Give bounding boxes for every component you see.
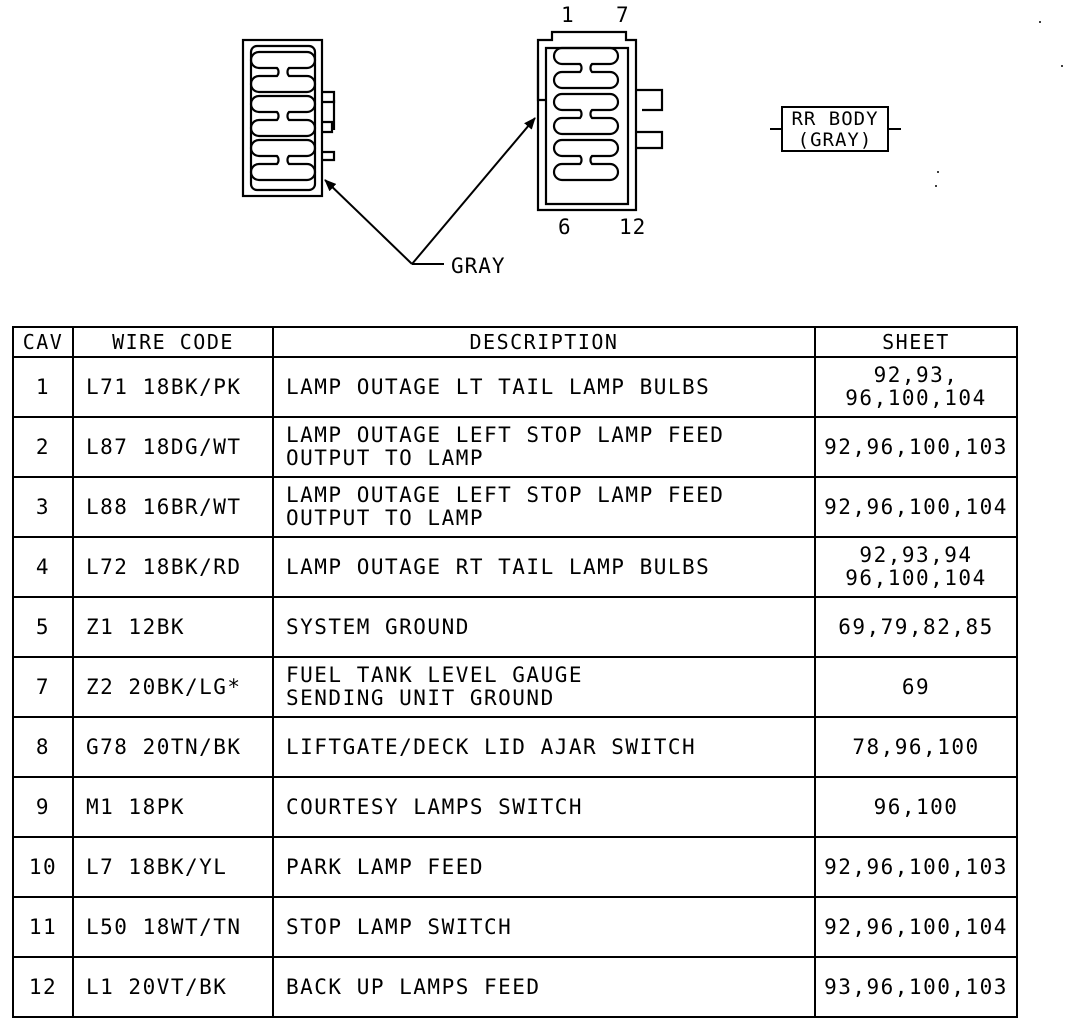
table-row	[13, 897, 1017, 957]
pin-label-1: 1	[561, 3, 575, 27]
sheet-cell: 78,96,100	[815, 717, 1017, 777]
description-cell: PARK LAMP FEED	[273, 837, 815, 897]
cav-cell: 12	[13, 957, 73, 1017]
scan-specks	[935, 21, 1063, 187]
table-header-row	[13, 327, 1017, 357]
table-row	[13, 777, 1017, 837]
table-row	[13, 717, 1017, 777]
connector-name: RR BODY	[791, 108, 879, 130]
table-row	[13, 957, 1017, 1017]
header-sheet: SHEET	[815, 327, 1017, 357]
sheet-cell: 69,79,82,85	[815, 597, 1017, 657]
table-row	[13, 417, 1017, 477]
left-connector-cavities	[251, 52, 315, 180]
wire-code-cell: M1 18PK	[73, 777, 273, 837]
sheet-cell: 92,93,94 96,100,104	[815, 537, 1017, 597]
description-cell: LAMP OUTAGE RT TAIL LAMP BULBS	[273, 537, 815, 597]
cav-cell: 11	[13, 897, 73, 957]
wire-code-cell: L88 16BR/WT	[73, 477, 273, 537]
description-cell: BACK UP LAMPS FEED	[273, 957, 815, 1017]
wire-code-cell: L71 18BK/PK	[73, 357, 273, 417]
cavity-table	[12, 326, 1018, 1018]
header-wire-code: WIRE CODE	[73, 327, 273, 357]
header-cav: CAV	[13, 327, 73, 357]
sheet-cell: 92,96,100,104	[815, 477, 1017, 537]
connector-color-label: GRAY	[451, 254, 506, 278]
sheet-cell: 69	[815, 657, 1017, 717]
leader-lines	[325, 118, 535, 264]
connector-diagram	[0, 0, 1072, 320]
right-connector-cavities	[554, 48, 618, 180]
wire-code-cell: L87 18DG/WT	[73, 417, 273, 477]
pin-label-12: 12	[619, 215, 647, 239]
description-cell: STOP LAMP SWITCH	[273, 897, 815, 957]
cav-cell: 8	[13, 717, 73, 777]
cav-cell: 4	[13, 537, 73, 597]
table-row	[13, 477, 1017, 537]
cav-cell: 7	[13, 657, 73, 717]
table-row	[13, 537, 1017, 597]
description-cell: LAMP OUTAGE LEFT STOP LAMP FEED OUTPUT TO LAMP	[273, 477, 815, 537]
sheet-cell: 96,100	[815, 777, 1017, 837]
header-description: DESCRIPTION	[273, 327, 815, 357]
sheet-cell: 93,96,100,103	[815, 957, 1017, 1017]
name-box-tick-right	[889, 128, 901, 130]
sheet-cell: 92,96,100,103	[815, 417, 1017, 477]
description-cell: FUEL TANK LEVEL GAUGE SENDING UNIT GROUND	[273, 657, 815, 717]
cav-cell: 1	[13, 357, 73, 417]
connector-drawing	[0, 0, 1072, 320]
wire-code-cell: Z1 12BK	[73, 597, 273, 657]
pin-label-6: 6	[558, 215, 572, 239]
wire-code-cell: L1 20VT/BK	[73, 957, 273, 1017]
cav-cell: 3	[13, 477, 73, 537]
description-cell: SYSTEM GROUND	[273, 597, 815, 657]
wire-code-cell: L72 18BK/RD	[73, 537, 273, 597]
table-row	[13, 837, 1017, 897]
cav-cell: 2	[13, 417, 73, 477]
cav-cell: 5	[13, 597, 73, 657]
wire-code-cell: L50 18WT/TN	[73, 897, 273, 957]
pin-label-7: 7	[616, 3, 630, 27]
wire-code-cell: L7 18BK/YL	[73, 837, 273, 897]
description-cell: LAMP OUTAGE LT TAIL LAMP BULBS	[273, 357, 815, 417]
wire-code-cell: G78 20TN/BK	[73, 717, 273, 777]
description-cell: LAMP OUTAGE LEFT STOP LAMP FEED OUTPUT TO LAMP	[273, 417, 815, 477]
description-cell: LIFTGATE/DECK LID AJAR SWITCH	[273, 717, 815, 777]
sheet-cell: 92,93, 96,100,104	[815, 357, 1017, 417]
cav-cell: 10	[13, 837, 73, 897]
connector-color: (GRAY)	[797, 129, 873, 151]
table-row	[13, 597, 1017, 657]
sheet-cell: 92,96,100,104	[815, 897, 1017, 957]
wire-code-cell: Z2 20BK/LG*	[73, 657, 273, 717]
connector-name-box	[781, 106, 889, 152]
description-cell: COURTESY LAMPS SWITCH	[273, 777, 815, 837]
table-row	[13, 357, 1017, 417]
sheet-cell: 92,96,100,103	[815, 837, 1017, 897]
cav-cell: 9	[13, 777, 73, 837]
table-row	[13, 657, 1017, 717]
